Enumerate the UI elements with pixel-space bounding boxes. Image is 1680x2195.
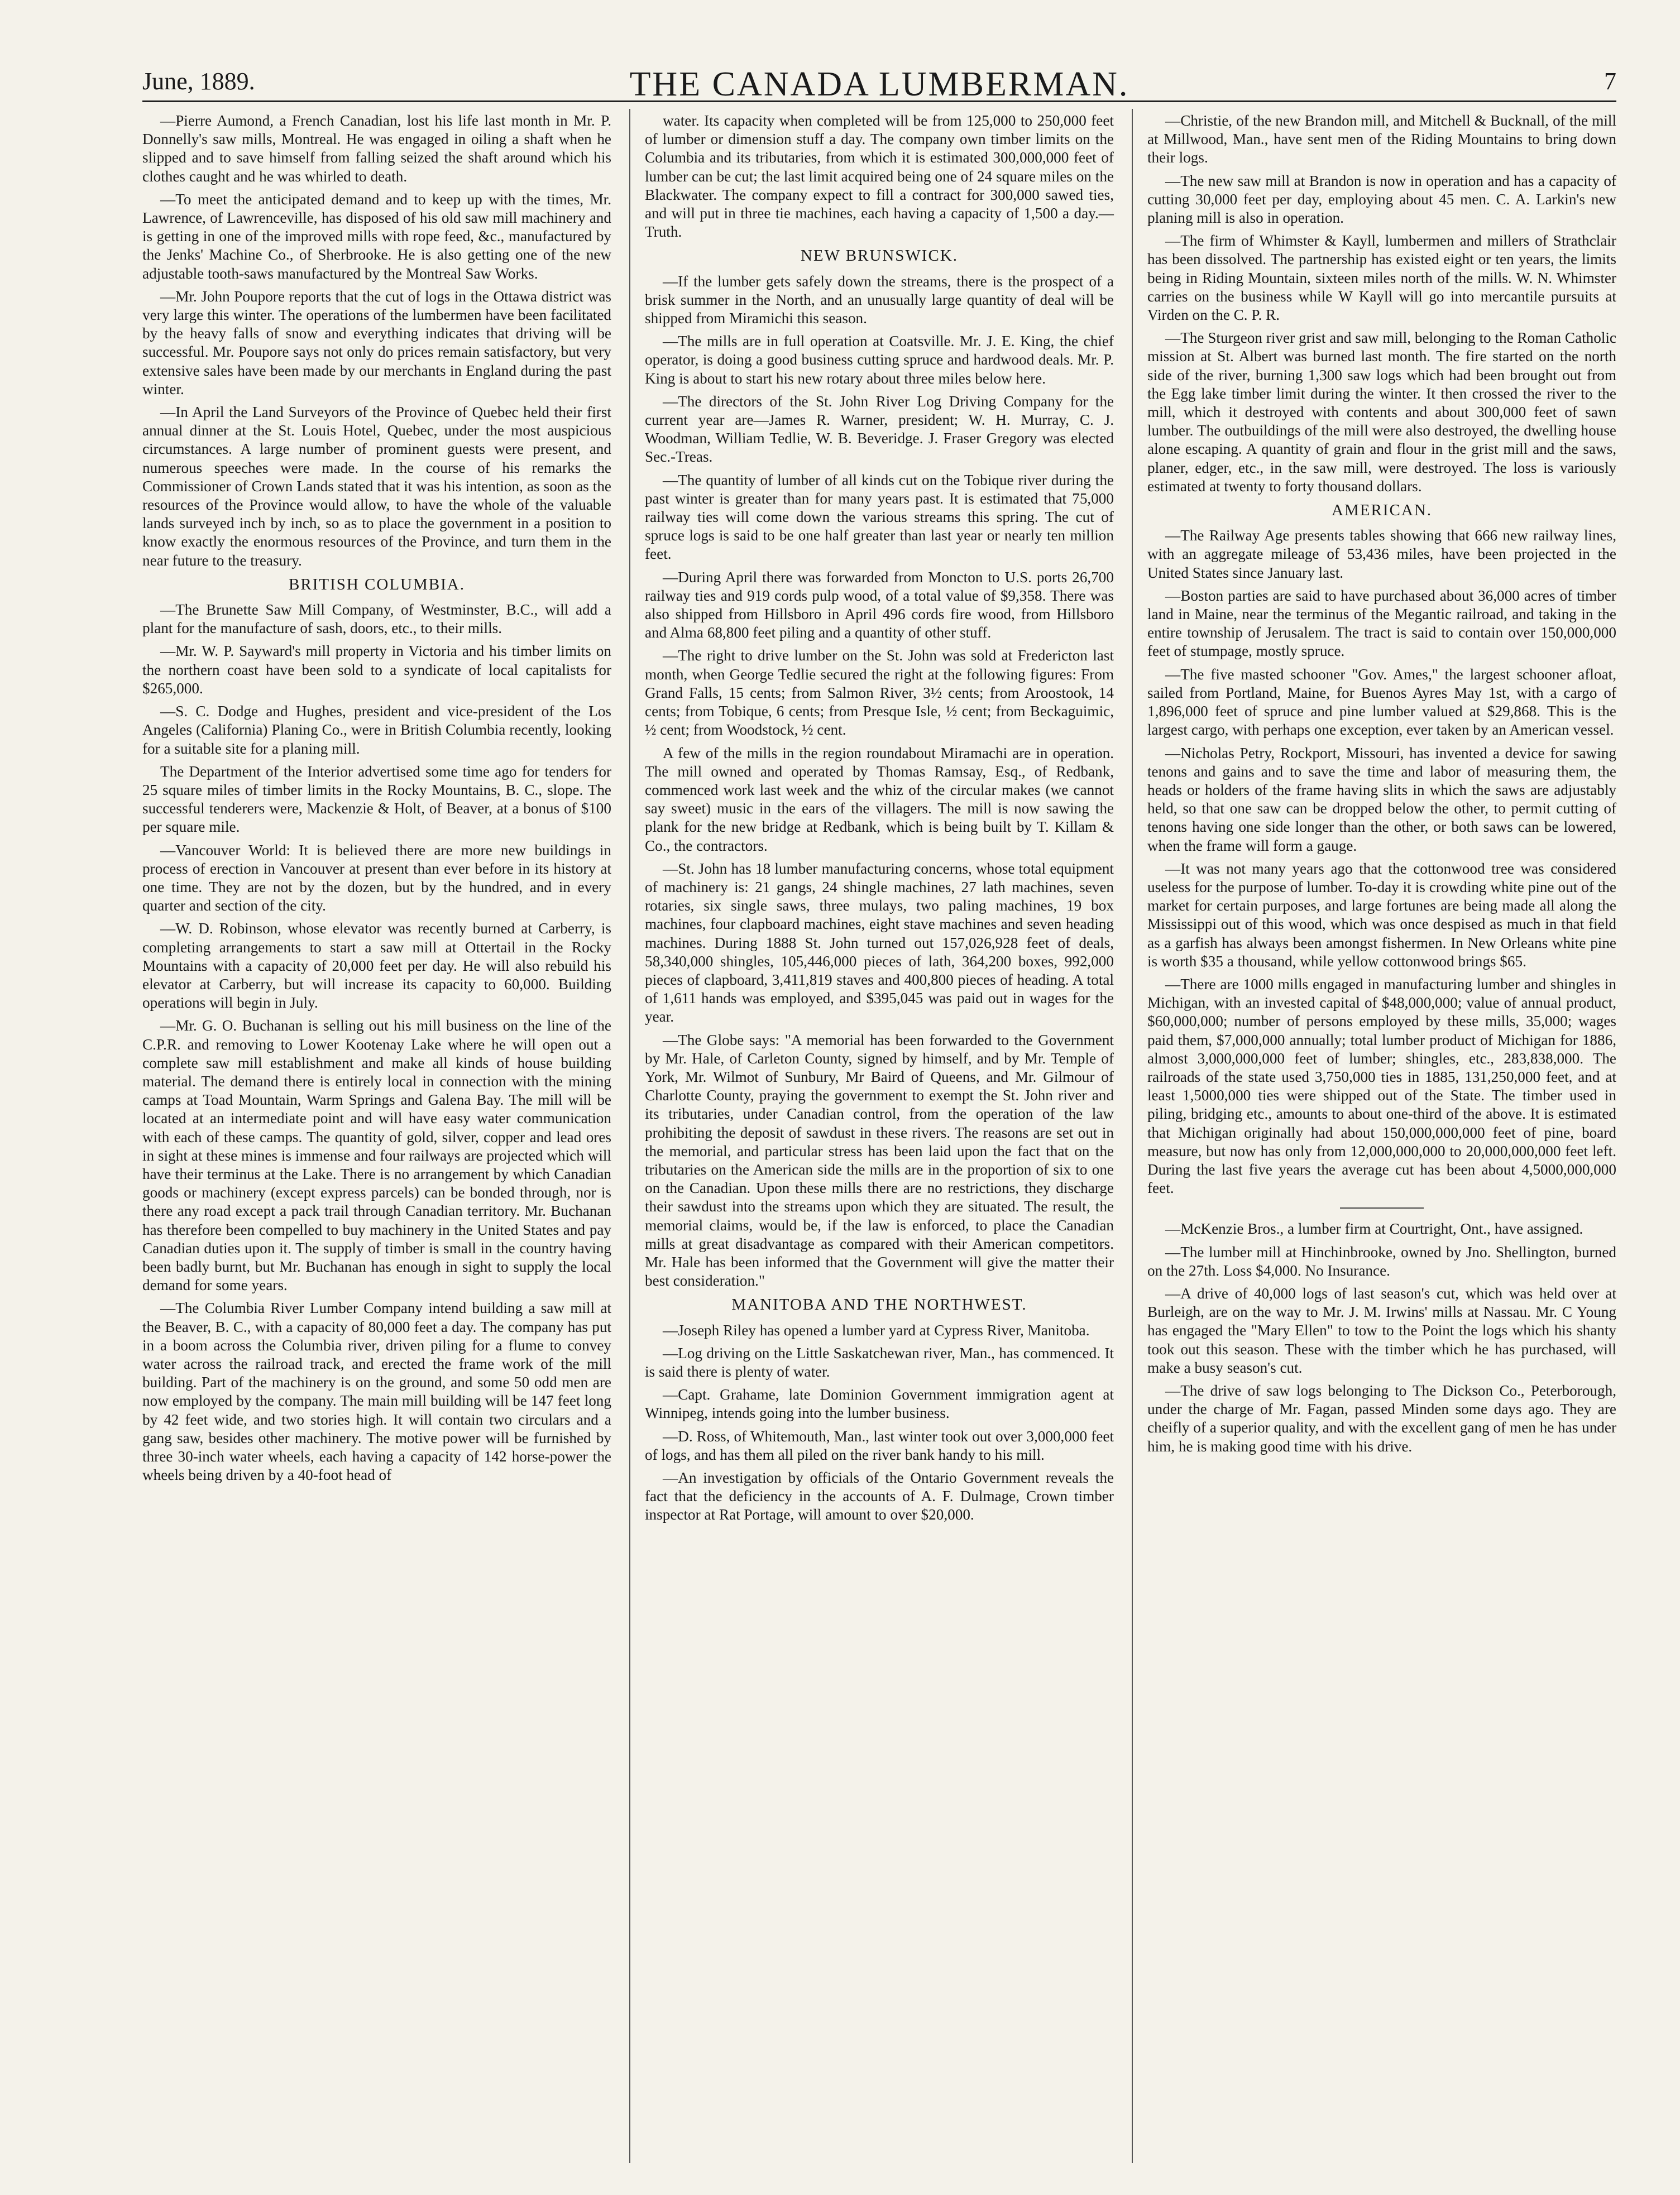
- news-item: —D. Ross, of Whitemouth, Man., last winter took out over 3,000,000 feet of logs, and has them all piled on the river bank handy to his mill.: [645, 1427, 1114, 1463]
- news-item: —The drive of saw logs belonging to The Dickson Co., Peterborough, under the charge of Mr. Fagan, passed Minden some days ago. They are cheifly of a superior quality, and with the excellent gang of men he has under him, he is making good time with his drive.: [1147, 1382, 1617, 1455]
- news-item: —The right to drive lumber on the St. John was sold at Fredericton last month, when George Tedlie secured the right at the following figures: From Grand Falls, 15 cents; from Salmon River, 3½ cents; from Aroostook, 14 cents; from Tobique, 6 cents; from Presque Isle, ½ cent; from Beckaguimic, ½ cent; from Woodstock, ½ cent.: [645, 647, 1114, 739]
- news-item: —W. D. Robinson, whose elevator was recently burned at Carberry, is completing arrangements to start a saw mill at Ottertail in the Rocky Mountains with a capacity of 20,000 feet per day. He will also rebuild his elevator at Carberry, but will increase its capacity to 60,000. Building operations will begin in July.: [142, 920, 611, 1012]
- section-heading: BRITISH COLUMBIA.: [289, 575, 465, 593]
- news-item: —An investigation by officials of the Ontario Government reveals the fact that the deficiency in the accounts of A. F. Dulmage, Crown timber inspector at Rat Portage, will amount to over $20,000.: [645, 1469, 1114, 1523]
- section-separator: [1340, 1207, 1424, 1209]
- news-item: —In April the Land Surveyors of the Province of Quebec held their first annual dinner at the St. Louis Hotel, Quebec, under the most auspicious circumstances. A large number of prominent guests were present, and numerous speeches were made. In the course of his remarks the Commissioner of Crown Lands stated that it was his intention, as soon as the resources of the Province would allow, to have the whole of the valuable lands surveyed inch by inch, so as to place the government in a position to know exactly the enormous resources of the Province, and turn them in the near future to the treasury.: [142, 404, 611, 569]
- section-heading: MANITOBA AND THE NORTHWEST.: [731, 1296, 1027, 1314]
- news-item: —Capt. Grahame, late Dominion Government immigration agent at Winnipeg, intends going into the lumber business.: [645, 1386, 1114, 1422]
- news-item: —Boston parties are said to have purchased about 36,000 acres of timber land in Maine, near the terminus of the Megantic railroad, and taking in the entire township of Jerusalem. The tract is said to contain over 150,000,000 feet of stumpage, mostly spruce.: [1147, 587, 1616, 660]
- news-item: —The Columbia River Lumber Company intend building a saw mill at the Beaver, B. C., with a capacity of 80,000 feet a day. The company has put in a boom across the Columbia river, driven piling for a flume to convey water across the railroad track, and erected the frame work of the mill building. Part of the machinery is on the ground, and some 50 odd men are now employed by the company. The main mill building will be 147 feet long by 42 feet wide, and two stories high. It will contain two circulars and a gang saw, besides other machinery. The motive power will be furnished by three 30-inch water wheels, each having a capacity of 142 horse-power the wheels being driven by a 40-foot head of: [142, 1300, 611, 1484]
- newspaper-title: THE CANADA LUMBERMAN.: [629, 65, 1129, 103]
- news-item: —Vancouver World: It is believed there are more new buildings in process of erection in Vancouver at present than ever before in its history at one time. They are not by the dozen, but by the hundred, and in every quarter and section of the city.: [142, 841, 611, 914]
- news-item: —Nicholas Petry, Rockport, Missouri, has invented a device for sawing tenons and gains and to save the time and labor of measuring them, the heads or holders of the frame having slits in which the saws are adjustably held, so that one saw can be dropped below the other, to permit cutting of tenons having one side longer than the other, or both saws can be lowered, when the frame will form a gauge.: [1147, 744, 1616, 854]
- column-3: [1147, 112, 1616, 1460]
- news-item: —The quantity of lumber of all kinds cut on the Tobique river during the past winter is greater than for many years past. It is estimated that 75,000 railway ties will come down the various streams this spring. The cut of spruce logs is said to be one half greater than last year or nearly ten million feet.: [645, 471, 1114, 563]
- news-item: —The Railway Age presents tables showing that 666 new railway lines, with an aggregate mileage of 53,436 miles, have been projected in the United States since January last.: [1147, 527, 1616, 581]
- news-item: A few of the mills in the region roundabout Miramachi are in operation. The mill owned and operated by Thomas Ramsay, Esq., of Redbank, commenced work last week and the whiz of the circular makes (we cannot say sweet) music in the ears of the villagers. The mill is now sawing the plank for the new bridge at Redbank, which is being built by T. Killam & Co., the contractors.: [645, 744, 1114, 854]
- news-item: The Department of the Interior advertised some time ago for tenders for 25 square miles of timber limits in the Rocky Mountains, B. C., slope. The successful tenderers were, Mackenzie & Holt, of Beaver, at a bonus of $100 per square mile.: [142, 763, 611, 836]
- news-item: —The new saw mill at Brandon is now in operation and has a capacity of cutting 30,000 feet per day, employing about 45 men. C. A. Larkin's new planing mill is also in operation.: [1147, 172, 1616, 227]
- news-item: —The directors of the St. John River Log Driving Company for the current year are—James R. Warner, president; W. H. Murray, C. J. Woodman, William Tedlie, W. B. Beveridge. J. Fraser Gregory was elected Sec.-Treas.: [645, 392, 1114, 466]
- page-number: 7: [1604, 68, 1616, 95]
- news-item: —It was not many years ago that the cottonwood tree was considered useless for the purpose of lumber. To-day it is crowding white pine out of the market for certain purposes, and large fortunes are being made all along the Mississippi out of this wood, which was once despised as much in that field as a garfish has always been amongst fishermen. In New Orleans white pine is worth $35 a thousand, while yellow cottonwood brings $65.: [1147, 860, 1616, 970]
- news-item: —Mr. John Poupore reports that the cut of logs in the Ottawa district was very large this winter. The operations of the lumbermen have been facilitated by the heavy falls of snow and everything indicates that driving will be successful. Mr. Poupore says not only do prices remain satisfactory, but very extensive sales have been made by our merchants in England during the past winter.: [142, 287, 611, 397]
- section-heading: NEW BRUNSWICK.: [800, 247, 959, 265]
- news-item: water. Its capacity when completed will be from 125,000 to 250,000 feet of lumber or dimension stuff a day. The company own timber limits on the Columbia and its tributaries, from which it is estimated 300,000,000 feet of lumber can be cut; the last limit acquired being one of 24 square miles on the Blackwater. The company expect to fill a contract for 300,000 sawed ties, and will put in three tie machines, each having a capacity of 1,500 a day.—Truth.: [645, 112, 1114, 241]
- news-item: —St. John has 18 lumber manufacturing concerns, whose total equipment of machinery is: 21 gangs, 24 shingle machines, 27 lath machines, seven rotaries, six single saws, three mulays, two paling machines, 19 box machines, four clapboard machines, eight stave machines and seven heading machines. During 1888 St. John turned out 157,026,928 feet of deals, 58,340,000 shingles, 105,446,000 pieces of lath, 364,200 boxes, 992,000 pieces of clapboard, 3,411,819 staves and 400,800 pieces of heading. A total of 1,611 hands was employed, and $395,045 was paid out in wages for the year.: [645, 860, 1114, 1025]
- column-divider: [1132, 109, 1133, 2163]
- news-item: —Mr. W. P. Sayward's mill property in Victoria and his timber limits on the northern coast have been sold to a syndicate of local capitalists for $265,000.: [142, 643, 611, 697]
- column-divider: [629, 109, 630, 2163]
- news-item: —Log driving on the Little Saskatchewan river, Man., has commenced. It is said there is plenty of water.: [645, 1344, 1114, 1380]
- news-item: —S. C. Dodge and Hughes, president and vice-president of the Los Angeles (California) Planing Co., were in British Columbia recently, looking for a suitable site for a planing mill.: [142, 703, 611, 757]
- news-item: —The firm of Whimster & Kayll, lumbermen and millers of Strathclair has been dissolved. The partnership has existed eight or ten years, the limits being in Riding Mountain, sixteen miles north of the mills. W. N. Whimster carries on the business while W Kayll will go into mercantile pursuits at Virden on the C. P. R.: [1147, 232, 1616, 324]
- news-item: —McKenzie Bros., a lumber firm at Courtright, Ont., have assigned.: [1165, 1220, 1583, 1238]
- news-item: —There are 1000 mills engaged in manufacturing lumber and shingles in Michigan, with an invested capital of $48,000,000; value of annual product, $60,000,000; number of persons employed by these mills, 35,000; wages paid them, $7,000,000 annually; total lumber product of Michigan for 1886, almost 3,000,000,000 feet of lumber; shingles, etc., 283,838,000. The railroads of the state used 3,750,000 ties in 1885, 131,250,000 feet, and at least 1,5000,000 ties were shipped out of the State. The timber used in piling, bridging etc., amounts to about one-third of the above. It is estimated that Michigan originally had about 150,000,000,000 feet of pine, board measure, but now has only from 12,000,000,000 to 20,000,000,000 feet left. During the last five years the average cut has been about 4,5000,000,000 feet.: [1147, 975, 1616, 1197]
- news-item: —The mills are in full operation at Coatsville. Mr. J. E. King, the chief operator, is doing a good business cutting spruce and hardwood deals. Mr. P. King is about to start his new rotary about three miles below here.: [645, 333, 1114, 387]
- news-item: —During April there was forwarded from Moncton to U.S. ports 26,700 railway ties and 919 cords pulp wood, of a total value of $9,358. There was also shipped from Hillsboro in April 496 cords fire wood, from Hillsboro and Alma 68,800 feet piling and a quantity of other stuff.: [645, 568, 1114, 641]
- news-item: —Mr. G. O. Buchanan is selling out his mill business on the line of the C.P.R. and removing to Lower Kootenay Lake where he will open out a complete saw mill establishment and make all kinds of house building material. The demand there is entirely local in connection with the mining camps at Toad Mountain, Warm Springs and Galena Bay. The mill will be located at an intermediate point and will have easy water communication with each of these camps. The quantity of gold, silver, copper and lead ores in sight at these mines is immense and four railways are projected which will have their terminus at the Lake. There is no arrangement by which Canadian goods or machinery (except express parcels) can be bonded through, nor is there any road except a pack trail through Canadian territory. Mr. Buchanan has therefore been compelled to buy machinery in the United States and pay Canadian duties upon it. The supply of timber is small in the country having been badly burnt, but Mr. Buchanan has enough in sight to supply the local demand for some years.: [142, 1017, 611, 1294]
- masthead: [142, 67, 1616, 102]
- news-item: —If the lumber gets safely down the streams, there is the prospect of a brisk summer in the North, and an unusually large quantity of deal will be shipped from Miramichi this season.: [645, 272, 1114, 327]
- column-2: [645, 112, 1114, 1529]
- news-item: —The Sturgeon river grist and saw mill, belonging to the Roman Catholic mission at St. Albert was burned last month. The fire started on the north side of the river, burning 1,300 saw logs which had been brought out from the Egg lake timber limit during the winter. It then crossed the river to the mill, which it destroyed with contents and about 300,000 feet of sawn lumber. The outbuildings of the mill were also destroyed, the dwelling house alone escaping. A quantity of grain and flour in the grist mill and the saws, planer, edger, etc., in the saw mill, were destroyed. The loss is variously estimated at twenty to forty thousand dollars.: [1147, 329, 1616, 495]
- column-1: [142, 112, 611, 1489]
- section-heading: AMERICAN.: [1332, 501, 1432, 520]
- news-item: —A drive of 40,000 logs of last season's cut, which was held over at Burleigh, are on the way to Mr. J. M. Irwins' mills at Nassau. Mr. C Young has engaged the "Mary Ellen" to tow to the Point the logs which his shanty took out this season. These with the timber which he has purchased, will make a busy season's cut.: [1147, 1285, 1616, 1376]
- news-item: —Joseph Riley has opened a lumber yard at Cypress River, Manitoba.: [663, 1321, 1090, 1339]
- news-item: —The lumber mill at Hinchinbrooke, owned by Jno. Shellington, burned on the 27th. Loss $4,000. No Insurance.: [1147, 1243, 1616, 1279]
- news-item: —The Globe says: "A memorial has been forwarded to the Government by Mr. Hale, of Carleton County, signed by himself, and by Mr. Temple of York, Mr. Wilmot of Sunbury, Mr Baird of Queens, and Mr. Gilmour of Charlotte County, praying the government to exempt the St. John river and its tributaries, under Canadian control, from the operation of the law prohibiting the deposit of sawdust in these rivers. The reasons are set out in the memorial, and particular stress has been laid upon the fact that on the tributaries on the American side the mills are in the proportion of six to one on the Canadian. Upon these mills there are no restrictions, they discharge their sawdust into the streams upon which they are situated. The result, the memorial claims, would be, if the law is enforced, to place the Canadian mills at great disadvantage as compared with their American competitors. Mr. Hale has been informed that the Government will give the matter their best consideration.": [645, 1031, 1114, 1290]
- news-item: —The five masted schooner "Gov. Ames," the largest schooner afloat, sailed from Portland, Maine, for Buenos Ayres May 1st, with a cargo of 1,896,000 feet of spruce and pine lumber valued at $29,868. This is the largest cargo, with perhaps one exception, ever taken by an American vessel.: [1147, 665, 1616, 739]
- news-item: —Christie, of the new Brandon mill, and Mitchell & Bucknall, of the mill at Millwood, Man., have sent men of the Riding Mountains to bring down their logs.: [1147, 112, 1616, 166]
- news-item: —Pierre Aumond, a French Canadian, lost his life last month in Mr. P. Donnelly's saw mills, Montreal. He was engaged in oiling a shaft when he slipped and to save himself from falling seized the shaft around which his clothes caught and he was whirled to death.: [142, 112, 611, 185]
- issue-date: June, 1889.: [142, 68, 255, 95]
- news-item: —The Brunette Saw Mill Company, of Westminster, B.C., will add a plant for the manufacture of sash, doors, etc., to their mills.: [142, 601, 611, 637]
- news-item: —To meet the anticipated demand and to keep up with the times, Mr. Lawrence, of Lawrenceville, has disposed of his old saw mill machinery and is getting in one of the improved mills with rope feed, &c., manufactured by the Jenks' Machine Co., of Sherbrooke. He is also getting one of the new adjustable tooth-saws manufactured by the Montreal Saw Works.: [142, 190, 611, 282]
